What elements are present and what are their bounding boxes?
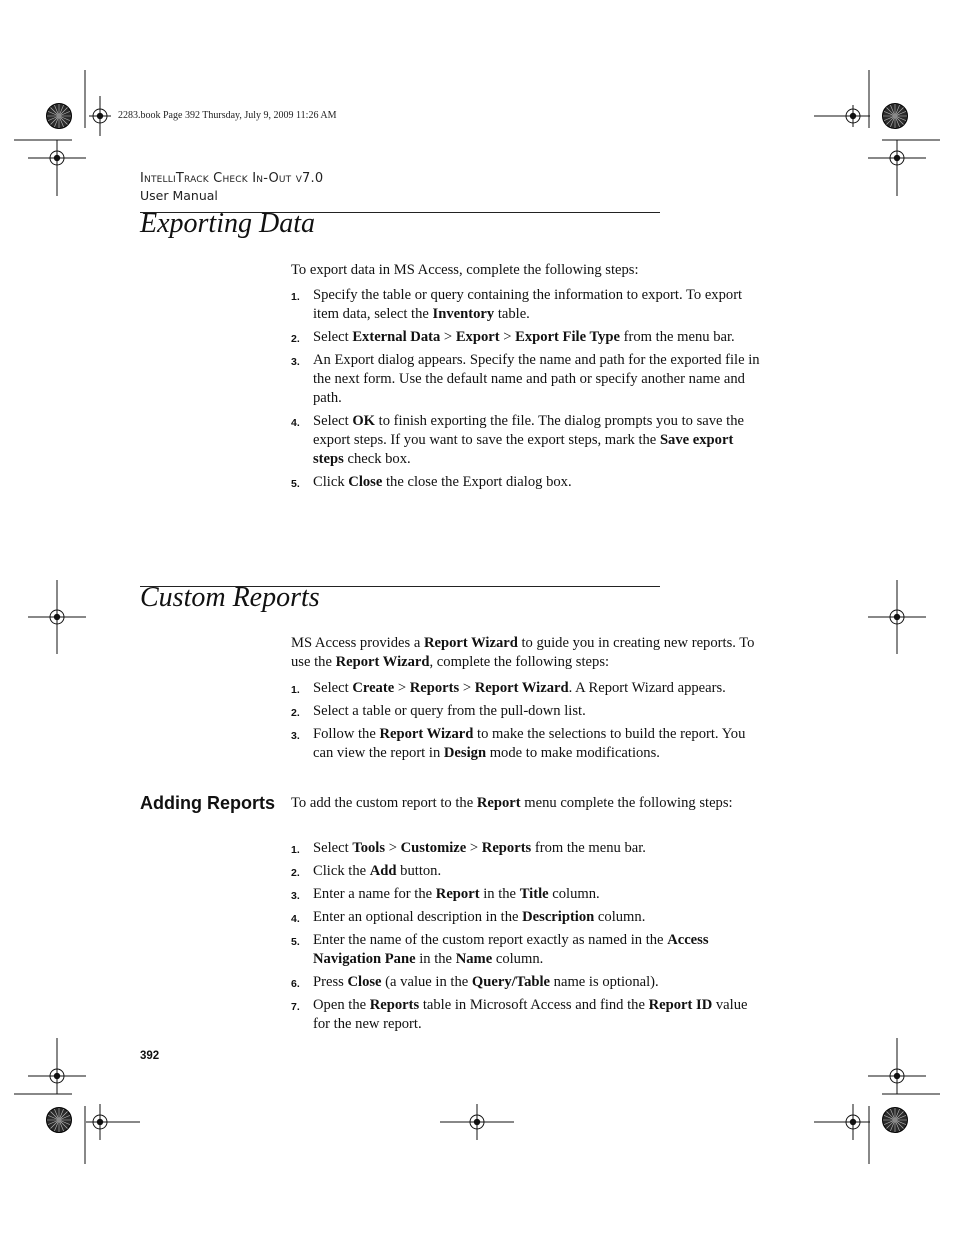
running-head-product: IntelliTrack Check In-Out v7.0 [140,171,324,186]
step-text: Click Close the close the Export dialog box. [313,474,572,490]
step-text: Open the Reports table in Microsoft Access and find the Report ID value for the new report. [313,997,748,1032]
step-number: 7. [291,1001,300,1013]
step-number: 3. [291,890,300,902]
slug-line: 2283.book Page 392 Thursday, July 9, 2009 11:26 AM [118,110,337,121]
step-item [291,351,761,408]
step-number: 2. [291,867,300,879]
step-text: Select External Data > Export > Export File Type from the menu bar. [313,329,735,345]
step-text: Enter an optional description in the Description column. [313,909,646,925]
step-item [291,725,761,763]
step-text: Select a table or query from the pull-down list. [313,703,586,719]
adding-reports-steps [291,839,761,1038]
step-text: Click the Add button. [313,863,442,879]
step-text: Specify the table or query containing the information to export. To export item data, select the Inventory table. [313,287,743,322]
step-item [291,839,761,858]
step-text: Follow the Report Wizard to make the selections to build the report. You can view the report in Design mode to make modifications. [313,726,746,761]
step-item [291,679,761,698]
subsection-title-adding-reports: Adding Reports [140,793,275,813]
step-number: 5. [291,936,300,948]
step-number: 4. [291,913,300,925]
step-item [291,473,761,492]
step-number: 3. [291,730,300,742]
step-number: 1. [291,291,300,303]
step-item [291,412,761,469]
step-item [291,862,761,881]
step-text: Select OK to finish exporting the file. The dialog prompts you to save the export steps. If you want to save the export steps, mark the Save export steps check box. [313,413,744,467]
custom-reports-steps [291,679,761,767]
exporting-steps [291,286,761,496]
running-head-subtitle: User Manual [140,188,218,203]
step-item [291,931,761,969]
section-title-custom-reports: Custom Reports [140,582,320,613]
running-head [140,170,323,204]
step-number: 3. [291,356,300,368]
step-text: An Export dialog appears. Specify the name and path for the exported file in the next form. Use the default name and path or specify another name and path. [313,352,760,406]
step-item [291,286,761,324]
step-item [291,908,761,927]
step-number: 6. [291,978,300,990]
step-text: Select Create > Reports > Report Wizard. A Report Wizard appears. [313,680,726,696]
step-text: Press Close (a value in the Query/Table name is optional). [313,974,659,990]
step-item [291,702,761,721]
section-title-exporting-data: Exporting Data [140,208,315,239]
step-number: 1. [291,684,300,696]
step-number: 1. [291,844,300,856]
exporting-intro: To export data in MS Access, complete the following steps: [291,262,639,278]
adding-reports-intro: To add the custom report to the Report menu complete the following steps: [291,795,733,811]
step-number: 4. [291,417,300,429]
step-text: Enter the name of the custom report exactly as named in the Access Navigation Pane in the Name column. [313,932,709,967]
step-text: Select Tools > Customize > Reports from the menu bar. [313,840,646,856]
step-item [291,885,761,904]
step-item [291,973,761,992]
step-number: 5. [291,478,300,490]
step-item [291,996,761,1034]
step-text: Enter a name for the Report in the Title column. [313,886,600,902]
step-number: 2. [291,707,300,719]
page-number: 392 [140,1050,160,1062]
custom-reports-intro: MS Access provides a Report Wizard to guide you in creating new reports. To use the Report Wizard, complete the following steps: [291,635,755,670]
step-item [291,328,761,347]
step-number: 2. [291,333,300,345]
